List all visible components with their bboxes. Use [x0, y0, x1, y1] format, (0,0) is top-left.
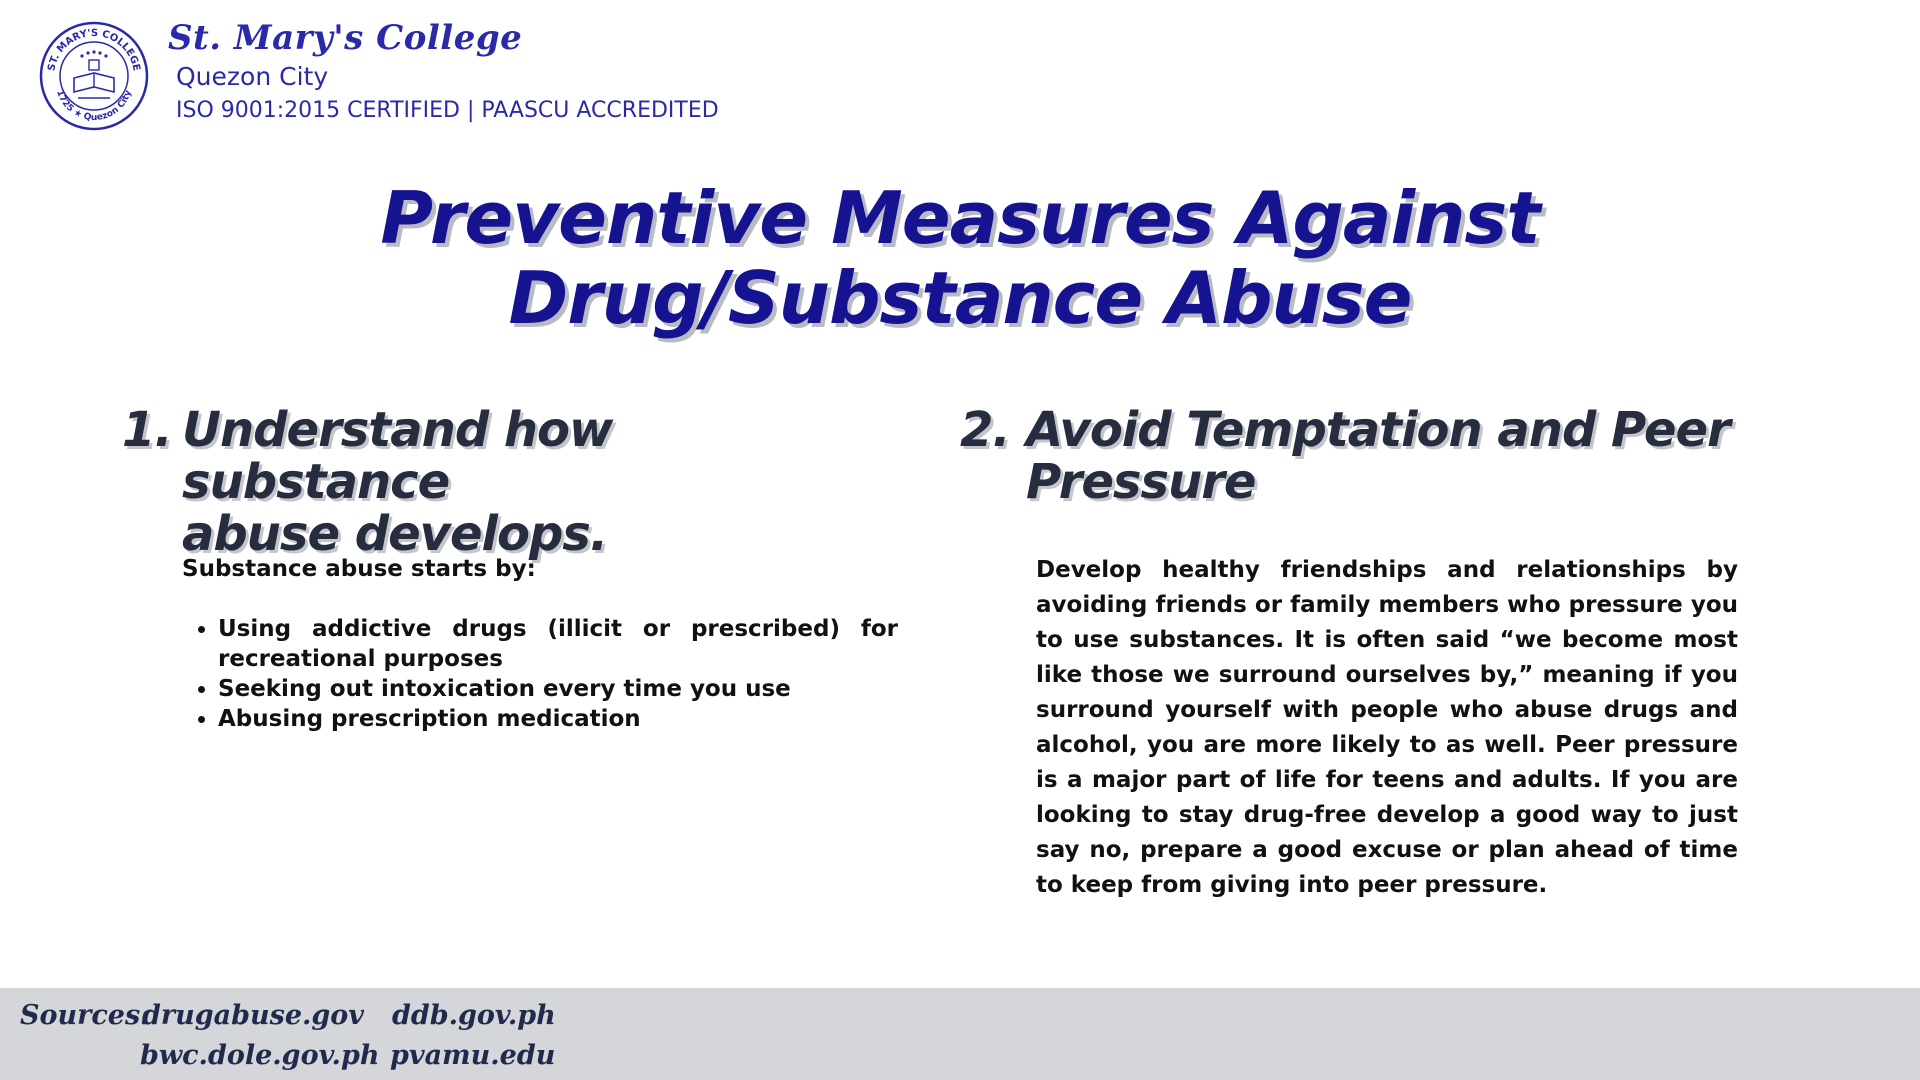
- list-item: • Seeking out intoxication every time you use: [218, 674, 898, 704]
- section-2-heading-line-2: Pressure: [1026, 454, 1256, 510]
- section-2-heading: [960, 404, 1780, 508]
- seal-icon: [34, 20, 154, 132]
- section-1-intro: Substance abuse starts by:: [182, 556, 536, 582]
- source-link-bwc-dole[interactable]: bwc.dole.gov.ph: [140, 1040, 380, 1071]
- source-link-drugabuse[interactable]: drugabuse.gov: [142, 1000, 364, 1031]
- college-seal: [34, 20, 154, 132]
- list-item: • Abusing prescription medication: [218, 704, 898, 734]
- college-name: St. Mary's College: [168, 18, 523, 58]
- section-2-paragraph: Develop healthy friendships and relationships by avoiding friends or family members who pressure you to use substances. It is often said “we become most like those we surround ourselves by,” meaning if you surround yourself with people who abuse drugs and alcohol, you are more likely to as well. Peer pressure is a major part of life for teens and adults. If you are looking to stay drug-free develop a good way to just say no, prepare a good excuse or plan ahead of time to keep from giving into peer pressure.: [1036, 557, 1738, 898]
- section-2-heading-line-1: Avoid Temptation and Peer: [1026, 402, 1730, 458]
- section-1-heading-line-1: Understand how substance: [182, 402, 613, 510]
- section-1-heading-line-2: abuse develops.: [182, 506, 608, 562]
- section-1-number: 1.: [122, 402, 172, 458]
- svg-text:ST. MARY'S COLLEGE: ST. MARY'S COLLEGE: [46, 27, 142, 72]
- source-link-pvamu[interactable]: pvamu.edu: [390, 1040, 556, 1071]
- list-item: • Using addictive drugs (illicit or prescribed) for recreational purposes: [218, 614, 898, 674]
- sources-footer: [0, 988, 1920, 1080]
- certification-line: ISO 9001:2015 CERTIFIED | PAASCU ACCREDITED: [176, 98, 719, 123]
- section-2-number: 2.: [960, 402, 1010, 458]
- title-line-1: Preventive Measures Against: [380, 176, 1540, 260]
- sources-label: Sources:: [20, 1000, 151, 1031]
- section-1-bullet-list: [182, 614, 898, 734]
- page-title: [0, 178, 1920, 338]
- section-1-heading: [122, 404, 882, 560]
- source-link-ddb[interactable]: ddb.gov.ph: [392, 1000, 556, 1031]
- svg-text:1725 ★ Quezon City: 1725 ★ Quezon City: [54, 89, 134, 124]
- college-city: Quezon City: [176, 62, 329, 91]
- title-line-2: Drug/Substance Abuse: [508, 256, 1412, 340]
